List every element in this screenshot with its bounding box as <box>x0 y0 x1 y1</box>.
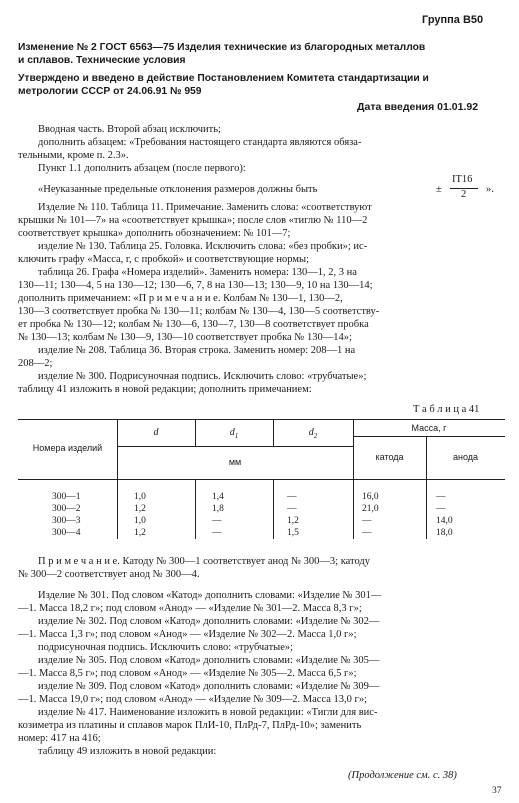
cell-d: 1,0 <box>134 492 146 502</box>
cell-d: 1,2 <box>134 528 146 538</box>
body-line: ключить графу «Масса, г, с пробкой» и соответствующие нормы; <box>18 254 309 265</box>
body-line: изделие № 208. Таблица 36. Вторая строка. Заменить номер: 208—1 на <box>38 345 356 356</box>
body-line: —1. Масса 19,0 г»; под словом «Анод» — «Изделие № 309—2. Масса 13,0 г»; <box>18 694 367 705</box>
body-line: изделие № 300. Подрисуночная подпись. Исключить слово: «трубчатые»; <box>38 371 367 382</box>
body-line: таблицу 49 изложить в новой редакции: <box>38 746 217 757</box>
body-line: 208—2; <box>18 358 53 369</box>
body-line: ». <box>486 184 494 195</box>
cell-d2: 1,2 <box>287 516 299 526</box>
body-line: изделие № 305. Под словом «Катод» дополнить словами: «Изделие № 305— <box>38 655 380 666</box>
body-line: Изделие № 301. Под словом «Катод» дополнить словами: «Изделие № 301— <box>38 590 382 601</box>
body-line: Изделие № 110. Таблица 11. Примечание. Заменить слова: «соответствуют <box>38 202 372 213</box>
approved-line1: Утверждено и введено в действие Постановлением Комитета стандартизации и <box>18 73 429 84</box>
cell-d1: — <box>212 528 222 538</box>
cell-cathode: 16,0 <box>362 492 379 502</box>
cell-d2: 1,5 <box>287 528 299 538</box>
continuation-note: (Продолжение см. с. 38) <box>348 770 457 781</box>
body-line: —1. Масса 8,5 г»; под словом «Анод» — «Изделие № 305—2. Масса 6,5 г»; <box>18 668 357 679</box>
body-line: изделие № 417. Наименование изложить в новой редакции: «Тигли для вис- <box>38 707 378 718</box>
page-number: 37 <box>492 786 502 796</box>
cell-d2: — <box>287 492 297 502</box>
body-line: Пункт 1.1 дополнить абзацем (после первого): <box>38 163 246 174</box>
table-caption: Т а б л и ц а 41 <box>413 404 480 415</box>
column-header-d2: $d_2$ <box>308 427 318 440</box>
body-line: изделие № 302. Под словом «Катод» дополнить словами: «Изделие № 302— <box>38 616 380 627</box>
body-line: № 130—13; колбам № 130—9, 130—10 соответствует пробка № 130—14»; <box>18 332 352 343</box>
approved-line2: метрологии СССР от 24.06.91 № 959 <box>18 86 202 97</box>
cell-item: 300—3 <box>52 516 81 526</box>
body-line: ет пробка № 130—12; колбам № 130—6, 130—7, 130—8 соответствует пробка <box>18 319 369 330</box>
body-line: соответствует крышка» дополнить обозначением: № 101—7; <box>18 228 291 239</box>
cell-item: 300—1 <box>52 492 81 502</box>
cell-item: 300—2 <box>52 504 81 514</box>
cell-anode: — <box>436 504 446 514</box>
column-header-mass: Масса, г <box>411 423 447 433</box>
cell-item: 300—4 <box>52 528 81 538</box>
body-line: тельными, кроме п. 2.3». <box>18 150 129 161</box>
body-line: дополнить примечанием: «П р и м е ч а н и е. Колбам № 130—1, 130—2, <box>18 293 343 304</box>
body-line: таблица 26. Графа «Номера изделий». Заменить номера: 130—1, 2, 3 на <box>38 267 357 278</box>
body-line: изделие № 130. Таблица 25. Головка. Исключить слова: «без пробки»; ис- <box>38 241 368 252</box>
cell-cathode: — <box>362 516 372 526</box>
body-line: дополнить абзацем: «Требования настоящего стандарта являются обяза- <box>38 137 362 148</box>
body-line: крышки № 101—7» на «соответствует крышка»; после слов «тиглю № 110—2 <box>18 215 368 226</box>
body-line: номер: 417 на 416; <box>18 733 101 744</box>
body-line: «Неуказанные предельные отклонения размеров должны быть <box>38 184 318 195</box>
column-header-item: Номера изделий <box>32 443 103 453</box>
cell-cathode: 21,0 <box>362 504 379 514</box>
amendment-title-line2: и сплавов. Технические условия <box>18 55 186 66</box>
cell-d: 1,2 <box>134 504 146 514</box>
cell-d1: 1,8 <box>212 504 224 514</box>
column-header-d1: $d_1$ <box>229 427 239 440</box>
body-line: —1. Масса 18,2 г»; под словом «Анод» — «Изделие № 301—2. Масса 8,3 г»; <box>18 603 362 614</box>
introduction-date: Дата введения 01.01.92 <box>357 101 479 113</box>
column-header-d: d <box>153 427 159 438</box>
body-line: таблицу 41 изложить в новой редакции; дополнить примечанием: <box>18 384 312 395</box>
column-header-anode: анода <box>452 452 479 462</box>
cell-d1: — <box>212 516 222 526</box>
fraction-numerator: IT16 <box>452 174 473 185</box>
body-line: козиметра из платины и сплавов марок ПлИ-10, ПлРд-7, ПлРд-10»; заменить <box>18 720 362 731</box>
cell-cathode: — <box>362 528 372 538</box>
plus-minus-sign: ± <box>436 184 442 195</box>
fraction-denominator: 2 <box>461 189 467 200</box>
cell-d: 1,0 <box>134 516 146 526</box>
amendment-title-line1: Изменение № 2 ГОСТ 6563—75 Изделия технические из благородных металлов <box>18 42 426 53</box>
table-note-line2: № 300—2 соответствует анод № 300—4. <box>18 569 200 580</box>
column-header-cathode: катода <box>375 452 404 462</box>
group-label: Группа В50 <box>422 14 484 26</box>
cell-anode: 14,0 <box>436 516 453 526</box>
body-line: изделие № 309. Под словом «Катод» дополнить словами: «Изделие № 309— <box>38 681 380 692</box>
body-line: Вводная часть. Второй абзац исключить; <box>38 124 221 135</box>
cell-d1: 1,4 <box>212 492 224 502</box>
cell-anode: — <box>436 492 446 502</box>
unit-mm: мм <box>228 457 242 467</box>
cell-anode: 18,0 <box>436 528 453 538</box>
body-line: 130—3 соответствует пробка № 130—11; колбам № 130—4, 130—5 соответству- <box>18 306 380 317</box>
table-note-line1: П р и м е ч а н и е. Катоду № 300—1 соответствует анод № 300—3; катоду <box>38 556 371 567</box>
cell-d2: — <box>287 504 297 514</box>
body-line: —1. Масса 1,3 г»; под словом «Анод» — «Изделие № 302—2. Масса 1,0 г»; <box>18 629 357 640</box>
body-line: подрисуночная подпись. Исключить слово: «трубчатые»; <box>38 642 294 653</box>
body-line: 130—11; 130—4, 5 на 130—12; 130—6, 7, 8 на 130—13; 130—9, 10 на 130—14; <box>18 280 373 291</box>
